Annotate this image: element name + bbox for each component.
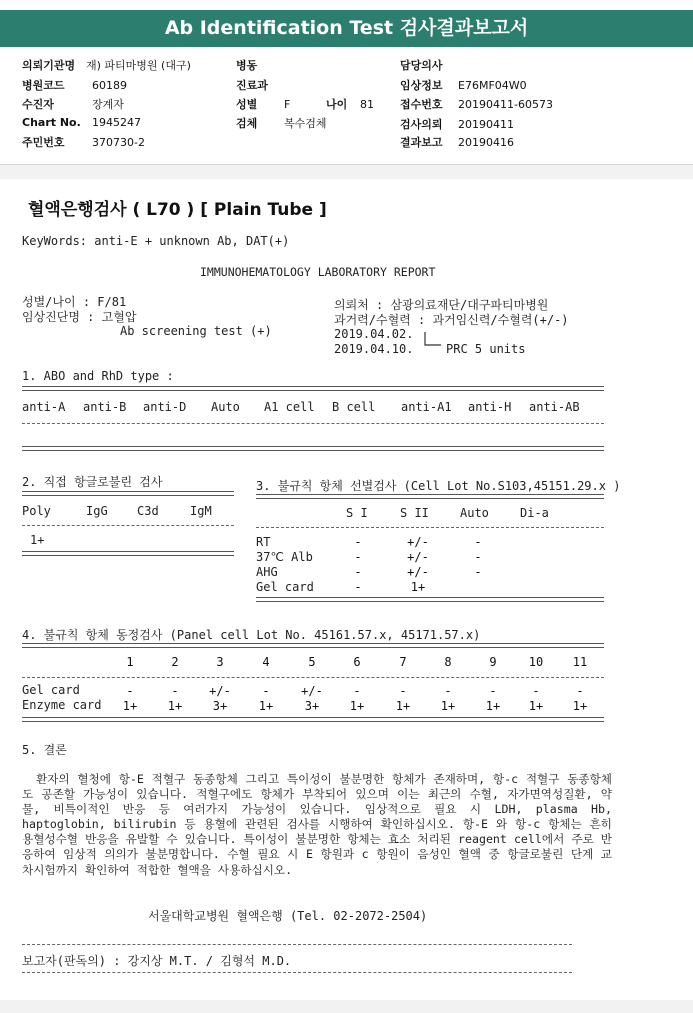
date-2: 2019.04.10. (334, 342, 414, 356)
ward-label: 병동 (236, 59, 258, 72)
panel-cell: - (399, 684, 407, 698)
receipt-value: 20190411-60573 (458, 98, 553, 111)
resident-label: 주민번호 (22, 136, 65, 149)
diagnosis: 임상진단명 : 고혈압 (22, 310, 137, 324)
panel-cell: 1+ (167, 699, 183, 713)
rule (22, 643, 604, 648)
page-footer (0, 1000, 693, 1013)
rule (22, 491, 234, 496)
receipt-label: 접수번호 (400, 98, 443, 111)
lab-title: IMMUNOHEMATOLOGY LABORATORY REPORT (200, 265, 436, 279)
sex-value: F (284, 98, 291, 111)
age-value: 81 (360, 98, 374, 111)
abo-col-header: Auto (211, 400, 240, 414)
doctor-label: 담당의사 (400, 59, 443, 72)
age-label: 나이 (326, 98, 348, 111)
chart-label: Chart No. (22, 116, 81, 129)
panel-cell: - (126, 684, 134, 698)
hospital-code-value: 60189 (92, 79, 127, 92)
panel-cell: - (532, 684, 540, 698)
report-value: 20190416 (458, 136, 514, 149)
rule (22, 386, 604, 391)
date-1: 2019.04.02. (334, 327, 414, 341)
panel-col-header: 4 (262, 655, 270, 669)
clinical-value: E76MF04W0 (458, 79, 527, 92)
panel-row-label: Enzyme card (22, 698, 102, 712)
clinical-row (400, 77, 527, 93)
screening-col-header: S II (400, 506, 429, 520)
abo-col-header: anti-H (468, 400, 512, 414)
patient-row (22, 96, 124, 112)
abo-col-header: anti-D (143, 400, 187, 414)
report-title: Ab Identification Test 검사결과보고서 (0, 10, 693, 47)
report-row (400, 134, 514, 150)
section-1-title: 1. ABO and RhD type : (22, 369, 174, 383)
panel-cell: 1+ (572, 699, 588, 713)
specimen-row (236, 115, 327, 131)
rule (256, 597, 604, 602)
panel-cell: - (489, 684, 497, 698)
panel-col-header: 11 (572, 655, 588, 669)
report-label: 결과보고 (400, 136, 443, 149)
screening-col-header: Auto (460, 506, 489, 520)
ward-row (236, 57, 257, 73)
panel-col-header: 10 (528, 655, 544, 669)
panel-col-header: 7 (399, 655, 407, 669)
abo-col-header: anti-B (83, 400, 127, 414)
rule (22, 446, 604, 451)
prc-units: PRC 5 units (446, 342, 526, 356)
dat-col-header: IgM (190, 504, 212, 518)
section-3-title: 3. 불규칙 항체 선별검사 (Cell Lot No.S103,45151.29.x ) (256, 479, 621, 493)
panel-col-header: 6 (353, 655, 361, 669)
panel-col-header: 8 (444, 655, 452, 669)
section-5-title: 5. 결론 (22, 743, 67, 757)
doctor-row (400, 57, 443, 73)
screening-cell: - (354, 550, 362, 564)
panel-col-header: 2 (171, 655, 179, 669)
hospital-line: 서울대학교병원 혈액은행 (Tel. 02-2072-2504) (148, 909, 428, 923)
abo-col-header: A1 cell (264, 400, 315, 414)
panel-cell: - (262, 684, 270, 698)
rule (22, 423, 604, 424)
abo-col-header: anti-A (22, 400, 66, 414)
dat-col-header: C3d (137, 504, 159, 518)
screening-row-label: RT (256, 535, 271, 549)
panel-cell: 1+ (440, 699, 456, 713)
conclusion-text: 환자의 혈청에 항-E 적혈구 동종항체 그리고 특이성이 불분명한 항체가 존재하며, 항-c 적혈구 동종항체도 공존할 가능성이 있습니다. 적혈구에도 항체가 부착되어 있으며 이는 최근의 수혈, 자가면역성질환, 약물, 비특이적인 반응 등 여러가지 가능성이 있습니다. 임상적으로 필요 시 LDH, plasma Hb, haptoglobin, bilirubin 등 용혈에 관련된 검사를 시행하여 확인하십시오. 항-E 와 항-c 항체는 흔히 용혈성수혈 반응을 유발할 수 있습니다. 특이성이 불분명한 항체는 효소 처리된 reagent cell에서 주로 반응하여 임상적 의의가 불분명합니다. 수혈 필요 시 E 항원과 c 항원이 음성인 혈액 중 항글로불린 단계 교차시험까지 확인하여 적합한 혈액을 사용하십시오. (22, 772, 612, 877)
diagnosis-detail: Ab screening test (+) (120, 324, 272, 338)
screening-cell: - (474, 535, 482, 549)
specimen-label: 검체 (236, 117, 258, 130)
rule (22, 972, 572, 973)
specimen-value: 복수검체 (284, 117, 327, 130)
screening-row-label: Gel card (256, 580, 314, 594)
dept-row (236, 77, 268, 93)
request-row (400, 116, 514, 132)
panel-cell: +/- (209, 684, 231, 698)
abo-col-header: B cell (332, 400, 376, 414)
clinical-label: 임상정보 (400, 79, 443, 92)
section-divider (0, 164, 693, 179)
screening-col-header: S I (346, 506, 368, 520)
rule (22, 717, 604, 722)
dat-col-header: Poly (22, 504, 51, 518)
receipt-row (400, 96, 553, 112)
screening-cell: - (474, 565, 482, 579)
rule (22, 944, 572, 945)
sex-age: 성별/나이 : F/81 (22, 295, 127, 309)
rule (256, 527, 604, 528)
screening-row-label: 37℃ Alb (256, 550, 313, 564)
panel-cell: 1+ (395, 699, 411, 713)
panel-cell: 1+ (122, 699, 138, 713)
dat-poly-value: 1+ (30, 533, 45, 547)
panel-col-header: 3 (216, 655, 224, 669)
rule (256, 494, 604, 499)
panel-cell: - (576, 684, 584, 698)
rule (22, 525, 234, 526)
panel-cell: 1+ (528, 699, 544, 713)
rule (22, 551, 234, 556)
rule (22, 677, 604, 678)
screening-cell: +/- (407, 535, 429, 549)
dept-label: 진료과 (236, 79, 268, 92)
panel-cell: - (171, 684, 179, 698)
resident-row (22, 134, 145, 150)
panel-cell: 3+ (212, 699, 228, 713)
panel-cell: 1+ (349, 699, 365, 713)
panel-cell: 1+ (485, 699, 501, 713)
sex-label: 성별 (236, 98, 258, 111)
request-label: 검사의뢰 (400, 118, 443, 131)
institution-label: 의뢰기관명 (22, 59, 76, 72)
reporter: 보고자(판독의) : 강지상 M.T. / 김형석 M.D. (22, 954, 292, 968)
sex-age-row (236, 96, 374, 112)
chart-row (22, 116, 141, 129)
section-4-title: 4. 불규칙 항체 동정검사 (Panel cell Lot No. 45161.57.x, 45171.57.x) (22, 628, 481, 642)
institution-row (22, 57, 191, 73)
panel-cell: - (444, 684, 452, 698)
panel-cell: 1+ (258, 699, 274, 713)
keywords: KeyWords: anti-E + unknown Ab, DAT(+) (22, 234, 290, 248)
bracket-mark (423, 330, 443, 350)
screening-cell: +/- (407, 550, 429, 564)
transfusion-history: 과거력/수혈력 : 과거임신력/수혈력(+/-) (334, 313, 569, 327)
patient-value: 장계자 (92, 98, 124, 111)
screening-col-header: Di-a (520, 506, 549, 520)
screening-row-label: AHG (256, 565, 278, 579)
dat-col-header: IgG (86, 504, 108, 518)
patient-label: 수진자 (22, 98, 54, 111)
resident-value: 370730-2 (92, 136, 145, 149)
panel-cell: 3+ (304, 699, 320, 713)
request-value: 20190411 (458, 118, 514, 131)
panel-row-label: Gel card (22, 683, 80, 697)
panel-cell: - (353, 684, 361, 698)
hospital-code-row (22, 77, 127, 93)
screening-cell: - (474, 550, 482, 564)
requester: 의뢰처 : 삼광의료재단/대구파티마병원 (334, 298, 549, 312)
chart-value: 1945247 (92, 116, 141, 129)
panel-col-header: 9 (489, 655, 497, 669)
screening-cell: 1+ (410, 580, 426, 594)
hospital-code-label: 병원코드 (22, 79, 65, 92)
section-2-title: 2. 직접 항글로불린 검사 (22, 475, 163, 489)
panel-col-header: 1 (126, 655, 134, 669)
abo-col-header: anti-AB (529, 400, 580, 414)
abo-col-header: anti-A1 (401, 400, 452, 414)
screening-cell: - (354, 580, 362, 594)
document-heading: 혈액은행검사 ( L70 ) [ Plain Tube ] (28, 200, 327, 220)
panel-col-header: 5 (308, 655, 316, 669)
screening-cell: +/- (407, 565, 429, 579)
institution-value: 재) 파티마병원 (대구) (86, 59, 191, 72)
panel-cell: +/- (301, 684, 323, 698)
screening-cell: - (354, 535, 362, 549)
screening-cell: - (354, 565, 362, 579)
